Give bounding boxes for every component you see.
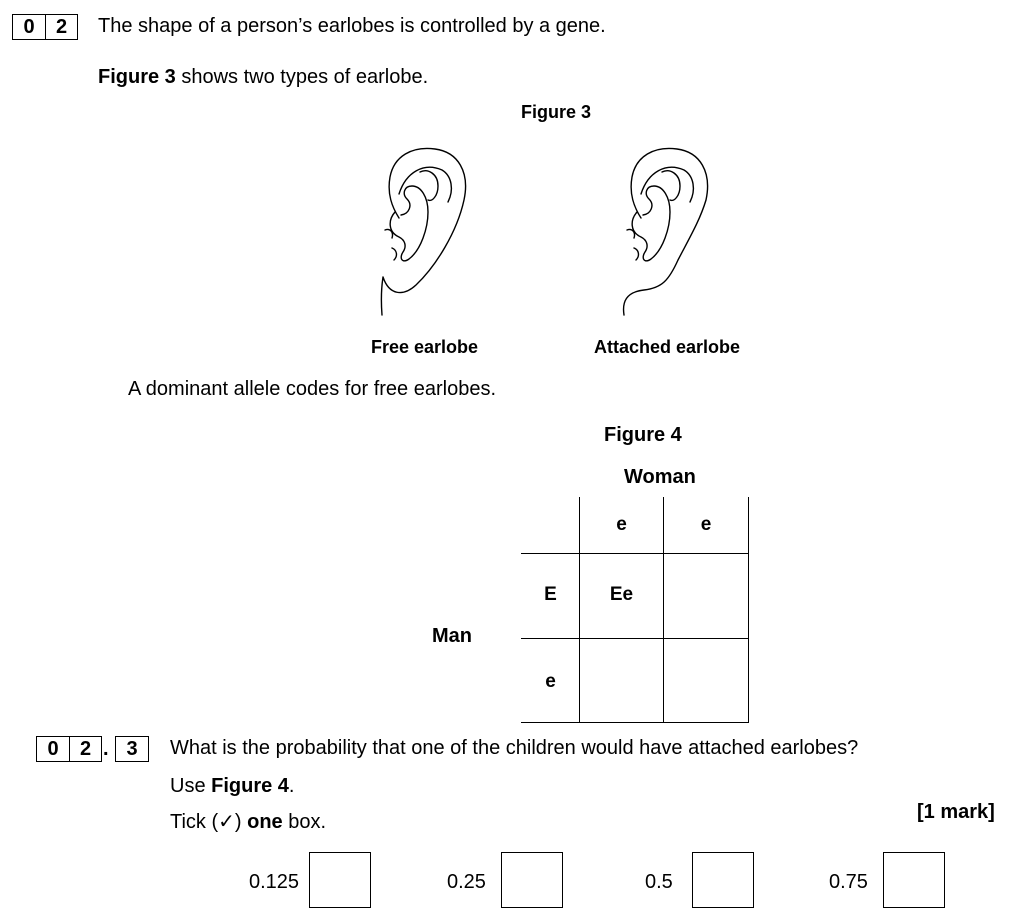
subquestion-text: What is the probability that one of the children would have attached earlobes? [170, 737, 859, 759]
option-label: 0.125 [249, 871, 300, 893]
man-label: Man [432, 625, 472, 647]
option-label: 0.5 [645, 871, 673, 893]
grid-line [521, 638, 749, 639]
attached-earlobe-label: Attached earlobe [594, 337, 741, 357]
marks-label: [1 mark] [917, 801, 995, 823]
question-digit: 2 [45, 15, 77, 39]
subquestion-digit: 3 [126, 737, 138, 760]
row-allele: e [545, 671, 556, 692]
grid-line [521, 553, 749, 554]
figure3-title: Figure 3 [521, 102, 592, 122]
attached-earlobe-illustration [614, 142, 724, 317]
question-number-box [12, 14, 78, 40]
figure4-title: Figure 4 [604, 424, 682, 446]
use-figure-instruction [170, 775, 294, 798]
tick-prefix: Tick (✓) [170, 811, 248, 833]
column-allele: e [700, 514, 712, 535]
subquestion-digit: 0 [47, 737, 59, 760]
subquestion-part-box [115, 736, 149, 762]
tick-instruction [170, 809, 326, 834]
tick-suffix: box. [282, 811, 327, 833]
figure3-intro [98, 66, 428, 89]
option-checkbox[interactable] [501, 852, 563, 908]
subquestion-digit: 2 [69, 737, 101, 761]
row-allele: E [544, 584, 557, 605]
offspring-cell: Ee [609, 584, 634, 605]
option-checkbox[interactable] [883, 852, 945, 908]
free-earlobe-illustration [372, 142, 482, 317]
woman-label: Woman [624, 466, 696, 488]
grid-line [521, 722, 749, 723]
subquestion-dot: . [103, 738, 109, 760]
option-checkbox[interactable] [692, 852, 754, 908]
option-checkbox[interactable] [309, 852, 371, 908]
question-digit: 0 [23, 15, 35, 38]
dominant-allele-statement: A dominant allele codes for free earlobes. [128, 378, 496, 400]
option-label: 0.25 [447, 871, 486, 893]
use-prefix: Use [170, 775, 212, 797]
free-earlobe-label: Free earlobe [371, 337, 479, 357]
tick-bold: one [247, 811, 283, 833]
question-stem: The shape of a person’s earlobes is controlled by a gene. [98, 15, 606, 37]
subquestion-number-box [36, 736, 102, 762]
column-allele: e [616, 514, 627, 535]
figure3-intro-bold: Figure 3 [98, 66, 176, 88]
figure3-intro-rest: shows two types of earlobe. [175, 66, 429, 88]
option-label: 0.75 [829, 871, 868, 893]
use-suffix: . [288, 775, 295, 797]
grid-line [748, 497, 749, 723]
use-bold: Figure 4 [211, 775, 289, 797]
